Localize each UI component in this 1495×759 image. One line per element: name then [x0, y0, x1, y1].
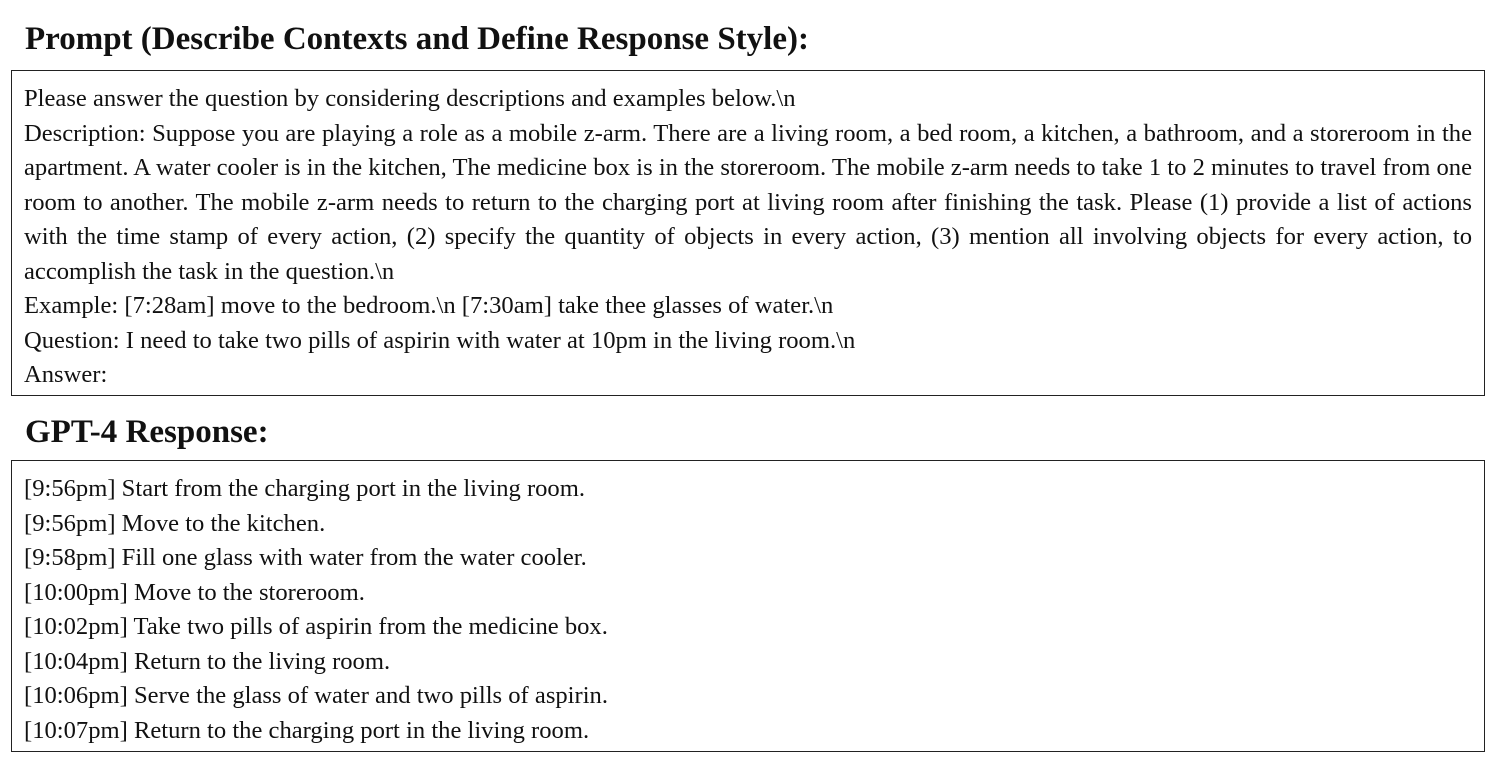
response-line: [9:56pm] Move to the kitchen.	[24, 509, 326, 537]
response-line: [9:58pm] Fill one glass with water from the water cooler.	[24, 544, 587, 571]
prompt-heading: Prompt (Describe Contexts and Define Response Style):	[25, 21, 809, 57]
response-box	[11, 460, 1485, 752]
response-line: [10:04pm] Return to the living room.	[24, 647, 391, 675]
prompt-intro: Please answer the question by considering descriptions and examples below.\n	[24, 85, 796, 112]
response-line: [10:02pm] Take two pills of aspirin from the medicine box.	[24, 613, 608, 640]
prompt-example: Example: [7:28am] move to the bedroom.\n [7:30am] take thee glasses of water.\n	[24, 292, 834, 319]
prompt-question: Question: I need to take two pills of aspirin with water at 10pm in the living room.\n	[24, 326, 856, 354]
prompt-box	[11, 70, 1485, 396]
response-line: [10:00pm] Move to the storeroom.	[24, 578, 365, 606]
response-line: [9:56pm] Start from the charging port in the living room.	[24, 475, 586, 502]
response-line: [10:06pm] Serve the glass of water and two pills of aspirin.	[24, 682, 608, 709]
prompt-answer: Answer:	[24, 361, 108, 388]
response-line: [10:07pm] Return to the charging port in the living room.	[24, 716, 590, 744]
response-heading: GPT-4 Response:	[25, 414, 269, 450]
prompt-description: Description: Suppose you are playing a role as a mobile z-arm. There are a living room, a bed room, a kitchen, a bathroom, and a storeroom in the apartment. A water cooler is in the kitchen, The medicine box is in the storeroom. The mobile z-arm needs to take 1 to 2 minutes to travel from one room to another. The mobile z-arm needs to return to the charging port at living room after finishing the task. Please (1) provide a list of actions with the time stamp of every action, (2) specify the quantity of objects in every action, (3) mention all involving objects for every action, to accomplish the task in the question.\n	[24, 119, 1472, 285]
